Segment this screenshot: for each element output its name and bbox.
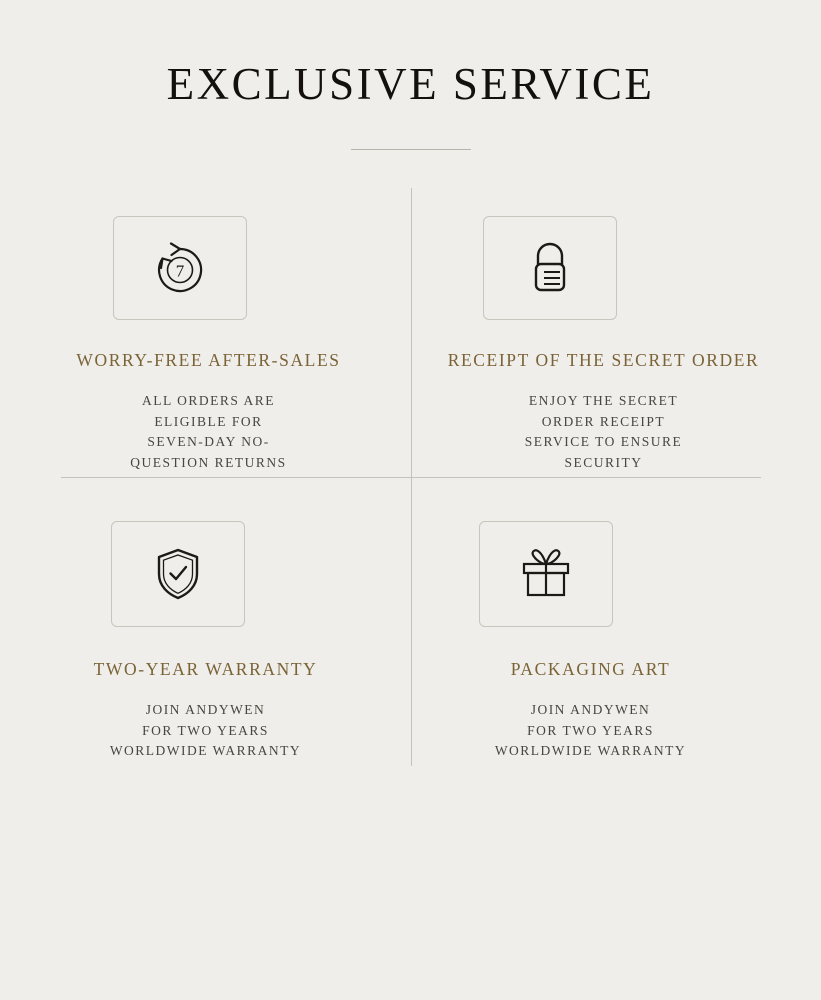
icon-frame [111, 521, 245, 627]
seven-day-return-icon [149, 239, 211, 297]
svg-text:7: 7 [175, 261, 184, 281]
desc-line: QUESTION RETURNS [130, 454, 287, 470]
icon-frame [479, 521, 613, 627]
cell-description [91, 700, 321, 762]
cell-title: TWO-YEAR WARRANTY [93, 659, 318, 679]
desc-line: WORLDWIDE WARRANTY [109, 743, 302, 758]
cell-title: PACKAGING ART [510, 659, 671, 679]
page-header [0, 0, 821, 150]
cell-title: RECEIPT OF THE SECRET ORDER [447, 350, 760, 370]
cell-description [476, 700, 706, 762]
page-title: EXCLUSIVE SERVICE [166, 59, 655, 109]
desc-line: SERVICE TO ENSURE [524, 434, 683, 449]
lock-icon [522, 238, 578, 298]
cell-description [489, 391, 719, 473]
desc-line: JOIN ANDYWEN [530, 702, 651, 717]
desc-line: WORLDWIDE WARRANTY [494, 743, 687, 758]
desc-line: ORDER RECEIPT [541, 413, 666, 429]
gift-box-icon [513, 545, 579, 603]
desc-line: ELIGIBLE FOR [154, 413, 263, 429]
desc-line: FOR TWO YEARS [142, 722, 269, 738]
service-cell-packaging [411, 501, 761, 806]
service-cell-secret-order [411, 196, 761, 501]
desc-line: JOIN ANDYWEN [145, 702, 266, 717]
desc-line: ENJOY THE SECRET [528, 393, 679, 408]
service-cell-warranty [61, 501, 411, 806]
cell-title: WORRY-FREE AFTER-SALES [76, 350, 341, 370]
icon-frame [483, 216, 617, 320]
desc-line: SEVEN-DAY NO- [147, 434, 270, 449]
service-grid [61, 150, 761, 806]
shield-check-icon [152, 544, 204, 604]
cell-description [94, 391, 324, 473]
desc-line: FOR TWO YEARS [527, 722, 654, 738]
icon-frame [113, 216, 247, 320]
desc-line: ALL ORDERS ARE [141, 393, 275, 408]
desc-line: SECURITY [564, 454, 643, 470]
service-cell-after-sales [61, 196, 411, 501]
